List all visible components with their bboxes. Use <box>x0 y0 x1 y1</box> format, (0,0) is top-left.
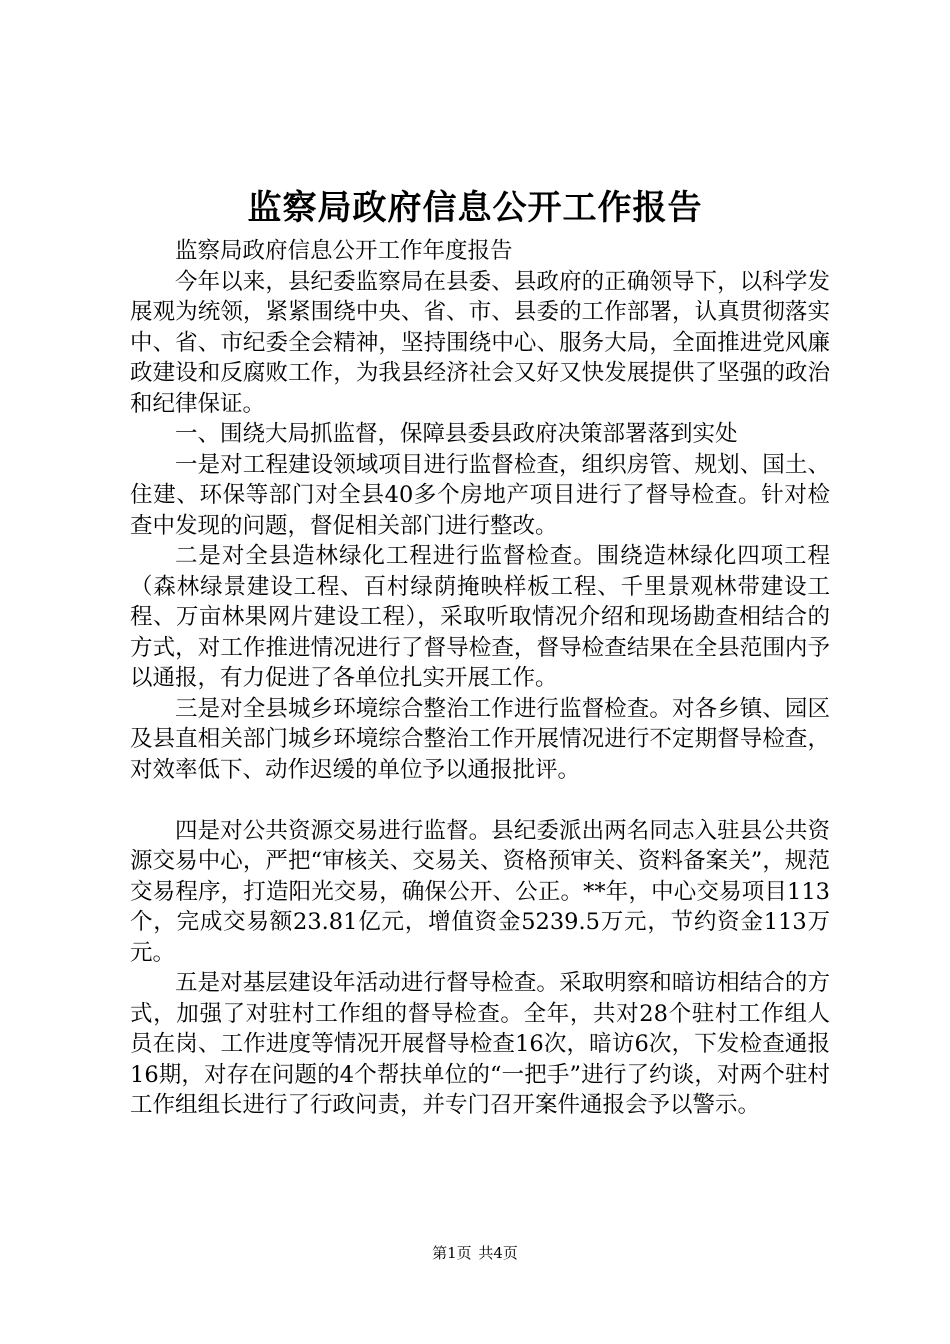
document-title: 监察局政府信息公开工作报告 <box>247 188 703 228</box>
paragraph-subtitle: 监察局政府信息公开工作年度报告 <box>175 238 513 264</box>
section-heading-1: 一、围绕大局抓监督，保障县委县政府决策部署落到实处 <box>175 421 738 447</box>
paragraph-intro: 今年以来，县纪委监察局在县委、县政府的正确领导下，以科学发展观为统领，紧紧围绕中央、省、市、县委的工作部署，认真贯彻落实中、省、市纪委全会精神，坚持围绕中心、服务大局，全面推进党风廉政建设和反腐败工作，为我县经济社会又好又快发展提供了坚强的政治和纪律保证。 <box>130 268 830 417</box>
paragraph-item-1: 一是对工程建设领域项目进行监督检查，组织房管、规划、国土、住建、环保等部门对全县40多个房地产项目进行了督导检查。针对检查中发现的问题，督促相关部门进行整改。 <box>130 451 830 539</box>
page-number-footer: 第1页 共4页 <box>432 1244 518 1262</box>
paragraph-item-3: 三是对全县城乡环境综合整治工作进行监督检查。对各乡镇、园区及县直相关部门城乡环境综合整治工作开展情况进行不定期督导检查，对效率低下、动作迟缓的单位予以通报批评。 <box>130 695 830 783</box>
paragraph-item-5: 五是对基层建设年活动进行督导检查。采取明察和暗访相结合的方式，加强了对驻村工作组的督导检查。全年，共对28个驻村工作组人员在岗、工作进度等情况开展督导检查16次，暗访6次，下发检查通报16期，对存在问题的4个帮扶单位的“一把手”进行了约谈，对两个驻村工作组组长进行了行政问责，并专门召开案件通报会予以警示。 <box>130 970 830 1118</box>
paragraph-item-2: 二是对全县造林绿化工程进行监督检查。围绕造林绿化四项工程（森林绿景建设工程、百村绿荫掩映样板工程、千里景观林带建设工程、万亩林果网片建设工程），采取听取情况介绍和现场勘查相结合的方式，对工作推进情况进行了督导检查，督导检查结果在全县范围内予以通报，有力促进了各单位扎实开展工作。 <box>130 543 830 691</box>
paragraph-item-4: 四是对公共资源交易进行监督。县纪委派出两名同志入驻县公共资源交易中心，严把“审核关、交易关、资格预审关、资料备案关”，规范交易程序，打造阳光交易，确保公开、公正。**年，中心交易项目113个，完成交易额23.81亿元，增值资金5239.5万元，节约资金113万元。 <box>130 817 830 966</box>
document-body <box>130 236 830 1121</box>
